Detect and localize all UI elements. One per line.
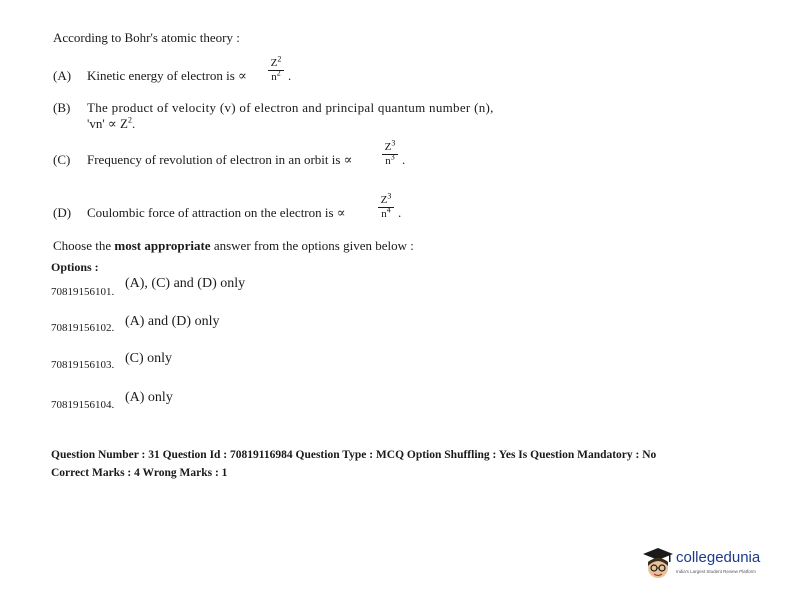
fraction-a-numerator-exp: 2 — [277, 54, 282, 64]
question-intro: According to Bohr's atomic theory : — [53, 30, 240, 45]
fraction-d-numerator-exp: 3 — [387, 191, 392, 201]
option-id-2: 70819156102. — [51, 322, 115, 334]
option-text-1[interactable]: (A), (C) and (D) only — [125, 276, 246, 291]
option-text-2[interactable]: (A) and (D) only — [125, 314, 220, 329]
answer-prompt — [53, 238, 414, 254]
statement-a-text: Kinetic energy of electron is ∝ — [87, 68, 247, 83]
statement-b-text2 — [87, 116, 135, 132]
statement-a-tag: (A) — [53, 68, 72, 83]
fraction-a-denominator-exp: 2 — [276, 68, 281, 78]
fraction-c-denominator: n — [385, 155, 391, 167]
statement-d-trail: . — [398, 205, 402, 220]
statement-c-tag: (C) — [53, 152, 71, 167]
statement-c-text: Frequency of revolution of electron in an orbit is ∝ — [87, 152, 353, 167]
fraction-c-numerator: Z — [384, 141, 392, 153]
statement-c-fraction — [382, 138, 398, 167]
option-text-4[interactable]: (A) only — [125, 390, 173, 405]
question-meta-line2: Correct Marks : 4 Wrong Marks : 1 — [51, 467, 228, 479]
fraction-a-numerator: Z — [270, 57, 278, 69]
prompt-post: answer from the options given below : — [213, 238, 414, 253]
statement-b-relation: 'vn' ∝ Z — [87, 116, 128, 131]
statement-b-relation-exp: 2 — [127, 115, 132, 125]
statement-a-trail: . — [288, 68, 292, 83]
option-id-1: 70819156101. — [51, 286, 115, 298]
fraction-c-numerator-exp: 3 — [391, 138, 396, 148]
logo-tagline: India's Largest Student Review Platform — [676, 569, 756, 574]
option-text-3[interactable]: (C) only — [125, 351, 173, 366]
statement-a-fraction — [268, 54, 284, 83]
fraction-a-denominator: n — [271, 71, 277, 83]
prompt-bold: most appropriate — [114, 238, 211, 253]
statement-b-tag: (B) — [53, 100, 71, 115]
option-id-3: 70819156103. — [51, 359, 115, 371]
statement-b-text: The product of velocity (v) of electron and principal quantum number (n), — [87, 100, 494, 115]
statement-d-text: Coulombic force of attraction on the electron is ∝ — [87, 205, 346, 220]
option-id-4: 70819156104. — [51, 399, 115, 411]
statement-d-tag: (D) — [53, 205, 72, 220]
fraction-d-denominator: n — [381, 208, 387, 220]
fraction-d-numerator: Z — [380, 194, 388, 206]
statement-c-trail: . — [402, 152, 406, 167]
logo-wordmark: collegedunia — [676, 549, 761, 566]
fraction-d-denominator-exp: 4 — [386, 205, 391, 215]
options-label: Options : — [51, 260, 99, 274]
graduate-mascot-icon — [642, 546, 674, 582]
prompt-pre: Choose the — [53, 238, 112, 253]
statement-d-fraction — [378, 191, 394, 220]
question-meta-line1: Question Number : 31 Question Id : 70819116984 Question Type : MCQ Option Shuffling : Yes Is Question Mandatory : No — [51, 449, 657, 461]
statement-b-trail: . — [131, 116, 136, 131]
fraction-c-denominator-exp: 3 — [390, 152, 395, 162]
